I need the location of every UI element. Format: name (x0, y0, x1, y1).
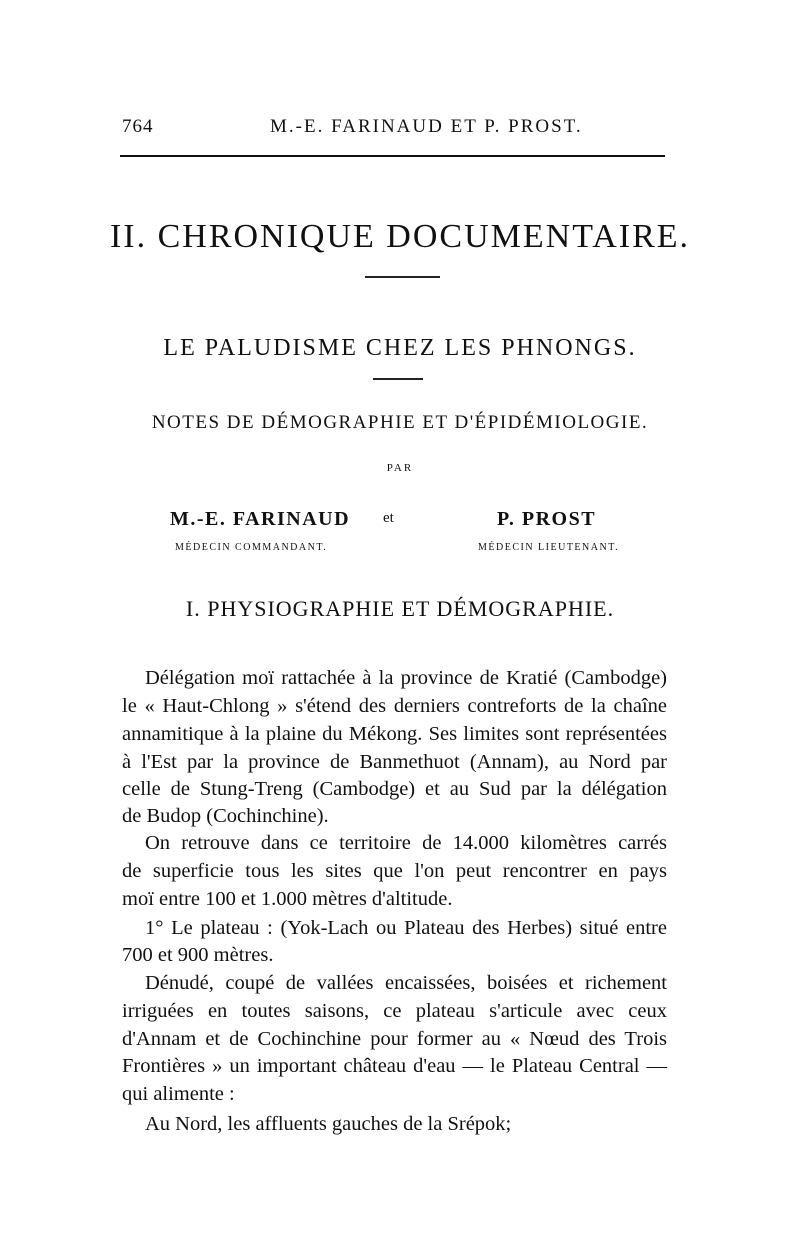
article-title: LE PALUDISME CHEZ LES PHNONGS. (163, 335, 637, 361)
chapter-title: I. PHYSIOGRAPHIE ET DÉMOGRAPHIE. (185, 596, 615, 621)
author-role: MÉDECIN LIEUTENANT. (478, 542, 620, 553)
text-line: irriguées en toutes saisons, ce plateau s'articule avec ceux (122, 1000, 667, 1022)
section-title: II. CHRONIQUE DOCUMENTAIRE. (109, 218, 691, 255)
text-line: de superficie tous les sites que l'on peut rencontrer en pays (122, 860, 667, 882)
author-name: P. PROST (497, 508, 597, 530)
divider-rule (365, 276, 440, 278)
text-line: celle de Stung-Treng (Cambodge) et au Sud par la délégation (122, 778, 667, 800)
text-line: Dénudé, coupé de vallées encaissées, boisées et richement (145, 972, 667, 994)
text-line: d'Annam et de Cochinchine pour former au « Nœud des Trois (122, 1028, 667, 1050)
author-name: M.-E. FARINAUD (170, 508, 351, 530)
page-number: 764 (122, 116, 154, 137)
by-word: PAR (386, 462, 414, 474)
text-line: On retrouve dans ce territoire de 14.000 kilomètres carrés (145, 832, 667, 854)
author-conjunction: et (383, 510, 394, 526)
text-line: Délégation moï rattachée à la province de Kratié (Cambodge) (145, 667, 667, 689)
text-line: 700 et 900 mètres. (122, 944, 274, 966)
author-role: MÉDECIN COMMANDANT. (175, 542, 328, 553)
running-title: M.-E. FARINAUD ET P. PROST. (270, 116, 583, 137)
text-line: à l'Est par la province de Banmethuot (Annam), au Nord par (122, 751, 667, 773)
text-line: Au Nord, les affluents gauches de la Srépok; (145, 1113, 512, 1135)
text-line: Frontières » un important château d'eau — le Plateau Central — (122, 1055, 667, 1077)
text-line: moï entre 100 et 1.000 mètres d'altitude. (122, 888, 453, 910)
header-rule (120, 155, 665, 157)
running-head (122, 116, 667, 142)
divider-rule (373, 378, 423, 380)
text-line: annamitique à la plaine du Mékong. Ses limites sont représentées (122, 723, 667, 745)
text-line: de Budop (Cochinchine). (122, 805, 329, 827)
text-line: le « Haut-Chlong » s'étend des derniers contreforts de la chaîne (122, 695, 667, 717)
article-subtitle: NOTES DE DÉMOGRAPHIE ET D'ÉPIDÉMIOLOGIE. (151, 412, 649, 433)
text-line: 1° Le plateau : (Yok-Lach ou Plateau des Herbes) situé entre (145, 917, 667, 939)
text-line: qui alimente : (122, 1083, 235, 1105)
